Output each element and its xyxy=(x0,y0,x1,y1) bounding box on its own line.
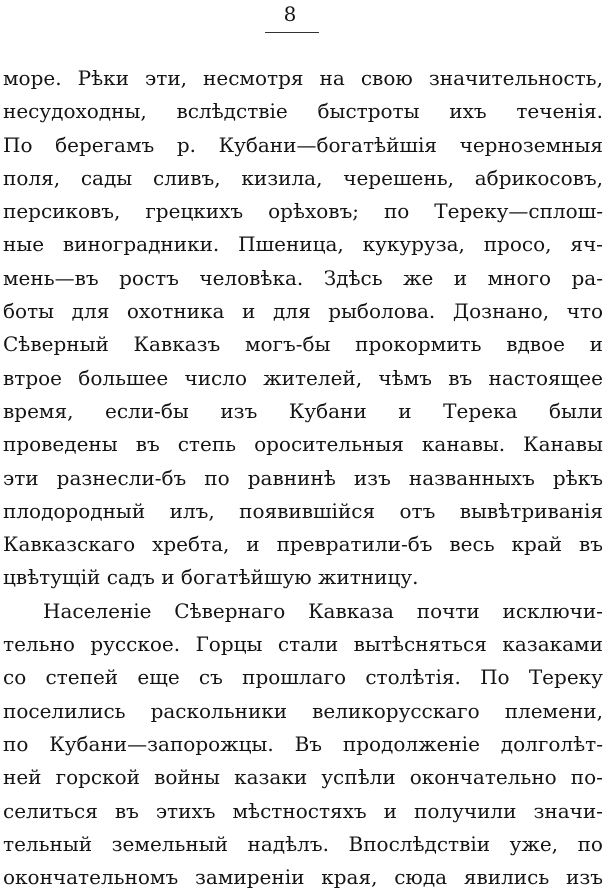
word: долголѣт- xyxy=(500,731,603,756)
word: мень—въ xyxy=(3,265,99,290)
word: и xyxy=(453,265,468,290)
word: ра- xyxy=(571,265,603,290)
text-line xyxy=(3,528,603,561)
text-line xyxy=(3,62,603,95)
word: ихъ xyxy=(449,99,487,124)
word: р. xyxy=(176,132,197,157)
word: были xyxy=(548,398,603,423)
word: могъ-бы xyxy=(244,332,331,357)
word: море. xyxy=(3,66,62,90)
word: виноградники. xyxy=(62,232,220,257)
word: горской xyxy=(55,765,140,790)
word: быстроты xyxy=(317,99,420,124)
word: прошлаго xyxy=(242,665,347,690)
word: степь xyxy=(177,432,237,457)
text-line xyxy=(3,761,603,794)
word: По xyxy=(3,132,33,157)
word: илъ, xyxy=(169,498,215,523)
word: человѣка. xyxy=(199,265,304,290)
word: Тереку xyxy=(528,665,603,690)
word: изъ xyxy=(353,465,391,490)
text-line xyxy=(3,728,603,761)
word: садъ xyxy=(106,565,162,590)
word: весь xyxy=(449,532,495,557)
word: несудоходны, xyxy=(3,99,147,124)
word: съ xyxy=(198,665,223,690)
word: по xyxy=(3,731,29,756)
word: со xyxy=(3,665,27,690)
word: и xyxy=(383,798,397,823)
word: просо, xyxy=(483,232,552,257)
word: вытѣсняться xyxy=(353,632,487,657)
text-line xyxy=(3,395,603,428)
word: ные xyxy=(3,232,45,257)
word: ростъ xyxy=(119,265,179,290)
word: столѣтія. xyxy=(365,665,461,690)
word: рыболова. xyxy=(328,299,436,324)
word: Тереку—сплош- xyxy=(434,199,603,224)
word: явились xyxy=(463,865,550,890)
text-line xyxy=(3,828,603,861)
word: значительность, xyxy=(428,66,603,90)
word: хребта, xyxy=(152,532,230,557)
word: число xyxy=(184,365,247,390)
text-line xyxy=(3,561,603,594)
word: изъ xyxy=(220,398,258,423)
text-line xyxy=(3,295,603,328)
word: Кубани—богатѣйшія xyxy=(218,132,438,157)
word: по xyxy=(204,465,230,490)
word: названныхъ xyxy=(408,465,535,490)
word: значи- xyxy=(533,798,603,823)
word: Терека xyxy=(443,398,518,423)
word: эти xyxy=(3,465,39,490)
page-number-rule xyxy=(265,32,319,33)
word: проведены xyxy=(3,432,118,457)
word: тельно xyxy=(3,632,75,657)
word: исключи- xyxy=(502,598,603,623)
text-line xyxy=(3,162,603,195)
word: свою xyxy=(360,66,413,90)
word: въ xyxy=(114,798,139,823)
word: рѣкъ xyxy=(552,465,603,490)
text-line xyxy=(3,95,603,128)
word: превратили-бъ xyxy=(276,532,433,557)
text-line xyxy=(3,795,603,828)
word: Кавказъ xyxy=(133,332,221,357)
word: мѣстностяхъ xyxy=(232,798,367,823)
word: вывѣтриванія xyxy=(459,498,603,523)
word: богатѣйшую xyxy=(180,565,318,590)
word: казаками xyxy=(502,632,603,657)
word: отъ xyxy=(399,498,436,523)
text-line xyxy=(3,428,603,461)
word: Кубани xyxy=(288,398,367,423)
word: сюда xyxy=(394,865,448,890)
word: цвѣтущій xyxy=(3,565,107,590)
word: что xyxy=(566,299,603,324)
word: и xyxy=(398,398,412,423)
word: Сѣверный xyxy=(3,332,109,357)
word: Сѣвернаго xyxy=(174,598,286,623)
word: кукуруза, xyxy=(362,232,465,257)
text-line xyxy=(3,628,603,661)
word: замиреніи xyxy=(195,865,305,890)
word: надѣлъ. xyxy=(247,831,329,856)
word: персиковъ, xyxy=(3,199,121,224)
word: житницу. xyxy=(318,565,419,590)
word: яч- xyxy=(570,232,603,257)
word: прокормить xyxy=(355,332,482,357)
word: края, xyxy=(321,865,378,890)
word: еще xyxy=(137,665,180,690)
word: по xyxy=(383,199,410,224)
word: чѣмъ xyxy=(378,365,432,390)
word: Впослѣдствіи xyxy=(348,831,491,856)
word: великорусскаго xyxy=(312,698,480,723)
page-number: 8 xyxy=(283,2,297,26)
word: окончательномъ xyxy=(3,865,179,890)
word: черешень, xyxy=(343,165,454,190)
word: Рѣки xyxy=(77,66,129,90)
word: вдвое xyxy=(506,332,565,357)
word: получили xyxy=(414,798,517,823)
word: кизила, xyxy=(241,165,323,190)
text-line xyxy=(3,362,603,395)
word: въ xyxy=(579,532,603,557)
word: поля, xyxy=(3,165,61,190)
word: оросительныя xyxy=(254,432,404,457)
word: селиться xyxy=(3,798,98,823)
word: успѣли xyxy=(321,765,396,790)
word: сады xyxy=(80,165,133,190)
text-line xyxy=(3,661,603,694)
word: вслѣдствіе xyxy=(176,99,288,124)
word: уже, xyxy=(509,831,559,856)
word: Здѣсь xyxy=(323,265,383,290)
text-line xyxy=(3,262,603,295)
text-line xyxy=(3,129,603,162)
body-text xyxy=(3,62,603,894)
word: войны xyxy=(154,765,220,790)
word: Горцы xyxy=(195,632,263,657)
word: появившійся xyxy=(239,498,376,523)
word: стали xyxy=(277,632,339,657)
word: грецкихъ xyxy=(145,199,244,224)
word: охотника xyxy=(126,299,225,324)
word: Канавы xyxy=(523,432,603,457)
word: сливъ, xyxy=(153,165,221,190)
word: изъ xyxy=(566,865,603,890)
word: въ xyxy=(448,365,473,390)
word: жителей, xyxy=(263,365,363,390)
word: втрое xyxy=(3,365,63,390)
word: степей xyxy=(45,665,119,690)
word: По xyxy=(480,665,510,690)
word: канавы. xyxy=(421,432,506,457)
word: для xyxy=(272,299,311,324)
text-line xyxy=(3,195,603,228)
word: продолженіе xyxy=(342,731,480,756)
word: Кавказскаго xyxy=(3,532,136,557)
word: черноземныя xyxy=(459,132,603,157)
word: плодородный xyxy=(3,498,146,523)
word: орѣховъ; xyxy=(268,199,360,224)
word: русское. xyxy=(90,632,181,657)
word: поселились xyxy=(3,698,126,723)
word: тельный xyxy=(3,831,93,856)
word: же xyxy=(403,265,434,290)
word: и xyxy=(246,532,260,557)
text-line xyxy=(3,695,603,728)
word: и xyxy=(161,565,181,590)
word: большее xyxy=(78,365,169,390)
word: этихъ xyxy=(155,798,216,823)
word: по xyxy=(577,831,603,856)
text-line xyxy=(3,495,603,528)
word: окончательно xyxy=(409,765,557,790)
word: ней xyxy=(3,765,42,790)
word: на xyxy=(319,66,345,90)
word: Кубани—запорожцы. xyxy=(49,731,274,756)
word: абрикосовъ, xyxy=(474,165,603,190)
word: несмотря xyxy=(203,66,304,90)
word: Дознано, xyxy=(452,299,550,324)
word: почти xyxy=(416,598,480,623)
word: если-бы xyxy=(104,398,189,423)
word: по- xyxy=(570,765,603,790)
word: Въ xyxy=(294,731,322,756)
word: теченія. xyxy=(516,99,603,124)
word: племени, xyxy=(504,698,603,723)
word: берегамъ xyxy=(55,132,155,157)
word: Населеніе xyxy=(43,598,152,623)
word: въ xyxy=(135,432,160,457)
word: край xyxy=(511,532,563,557)
word: Кавказа xyxy=(308,598,394,623)
word: настоящее xyxy=(488,365,603,390)
word: и xyxy=(589,332,603,357)
word: для xyxy=(71,299,110,324)
word: Пшеница, xyxy=(238,232,344,257)
word: земельный xyxy=(111,831,228,856)
text-line xyxy=(3,595,603,628)
text-line xyxy=(3,328,603,361)
word: эти, xyxy=(145,66,187,90)
word: разнесли-бъ xyxy=(56,465,187,490)
word: равнинѣ xyxy=(247,465,336,490)
text-line xyxy=(3,228,603,261)
word: и xyxy=(242,299,256,324)
word: казаки xyxy=(234,765,308,790)
word: боты xyxy=(3,299,55,324)
text-line xyxy=(3,861,603,894)
text-line xyxy=(3,462,603,495)
word: время, xyxy=(3,398,74,423)
word: раскольники xyxy=(150,698,288,723)
word: много xyxy=(487,265,552,290)
